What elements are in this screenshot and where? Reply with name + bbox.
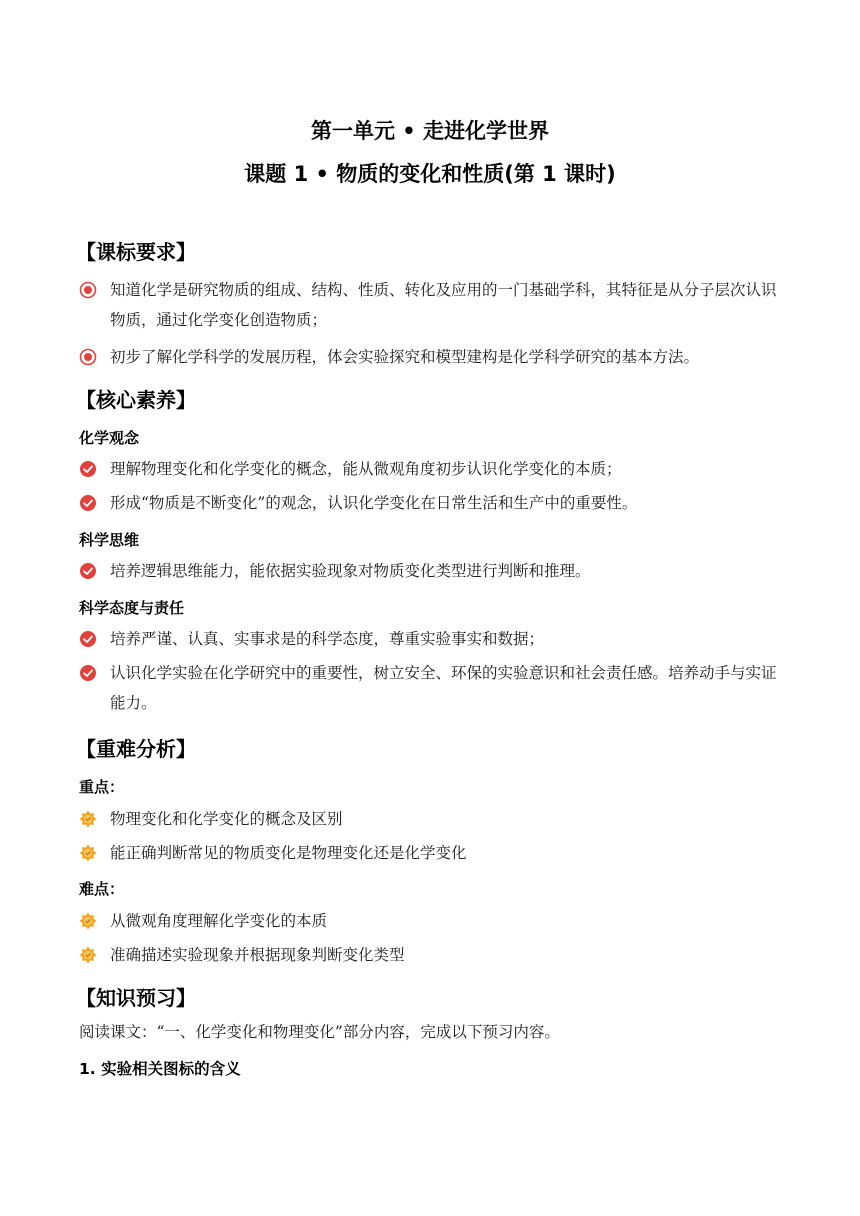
difficult-point-text: 准确描述实验现象并根据现象判断变化类型 xyxy=(110,946,405,964)
check-bullet-icon xyxy=(79,460,97,478)
target-bullet-icon xyxy=(79,281,97,299)
difficult-point-item xyxy=(79,906,789,936)
core-group-title: 科学思维 xyxy=(79,531,140,549)
sun-bullet-icon xyxy=(79,912,97,930)
key-point-text: 能正确判断常见的物质变化是物理变化还是化学变化 xyxy=(110,844,467,862)
sun-bullet-icon xyxy=(79,844,97,862)
key-point-text: 物理变化和化学变化的概念及区别 xyxy=(110,810,343,828)
core-group-title: 科学态度与责任 xyxy=(79,599,185,617)
core-item xyxy=(79,454,789,484)
preview-heading: 【知识预习】 xyxy=(76,986,196,1010)
difficult-point-text: 从微观角度理解化学变化的本质 xyxy=(110,912,328,930)
core-item-text: 培养严谨、认真、实事求是的科学态度，尊重实验事实和数据； xyxy=(110,630,545,648)
preview-subheading: 1. 实验相关图标的含义 xyxy=(79,1060,241,1078)
focus-heading: 【重难分析】 xyxy=(76,737,196,761)
lesson-title: 课题 1 • 物质的变化和性质(第 1 课时) xyxy=(244,162,616,186)
key-point-item xyxy=(79,838,789,868)
check-bullet-icon xyxy=(79,562,97,580)
key-points-title: 重点： xyxy=(79,778,125,796)
unit-title: 第一单元 • 走进化学世界 xyxy=(310,119,550,143)
core-item xyxy=(79,624,789,654)
curriculum-item xyxy=(79,342,789,372)
core-item-text: 形成“物质是不断变化”的观念，认识化学变化在日常生活和生产中的重要性。 xyxy=(110,494,638,512)
curriculum-item-text: 知道化学是研究物质的组成、结构、性质、转化及应用的一门基础学科，其特征是从分子层次认识物质，通过化学变化创造物质； xyxy=(110,281,777,329)
curriculum-heading: 【课标要求】 xyxy=(76,240,196,264)
check-bullet-icon xyxy=(79,630,97,648)
difficult-points-title: 难点： xyxy=(79,880,125,898)
core-item xyxy=(79,488,789,518)
core-item-text: 培养逻辑思维能力，能依据实验现象对物质变化类型进行判断和推理。 xyxy=(110,562,591,580)
core-item-text: 理解物理变化和化学变化的概念，能从微观角度初步认识化学变化的本质； xyxy=(110,460,622,478)
check-bullet-icon xyxy=(79,494,97,512)
difficult-point-item xyxy=(79,940,789,970)
sun-bullet-icon xyxy=(79,946,97,964)
core-heading: 【核心素养】 xyxy=(76,388,196,412)
curriculum-item-text: 初步了解化学科学的发展历程，体会实验探究和模型建构是化学科学研究的基本方法。 xyxy=(110,348,700,366)
key-point-item xyxy=(79,804,789,834)
sun-bullet-icon xyxy=(79,810,97,828)
preview-intro: 阅读课文：“一、化学变化和物理变化”部分内容，完成以下预习内容。 xyxy=(79,1023,560,1041)
core-item xyxy=(79,556,789,586)
check-bullet-icon xyxy=(79,664,97,682)
curriculum-item xyxy=(79,275,789,335)
core-item xyxy=(79,658,789,718)
core-group-title: 化学观念 xyxy=(79,429,140,447)
core-item-text: 认识化学实验在化学研究中的重要性，树立安全、环保的实验意识和社会责任感。培养动手与实证能力。 xyxy=(110,664,777,712)
target-bullet-icon xyxy=(79,348,97,366)
